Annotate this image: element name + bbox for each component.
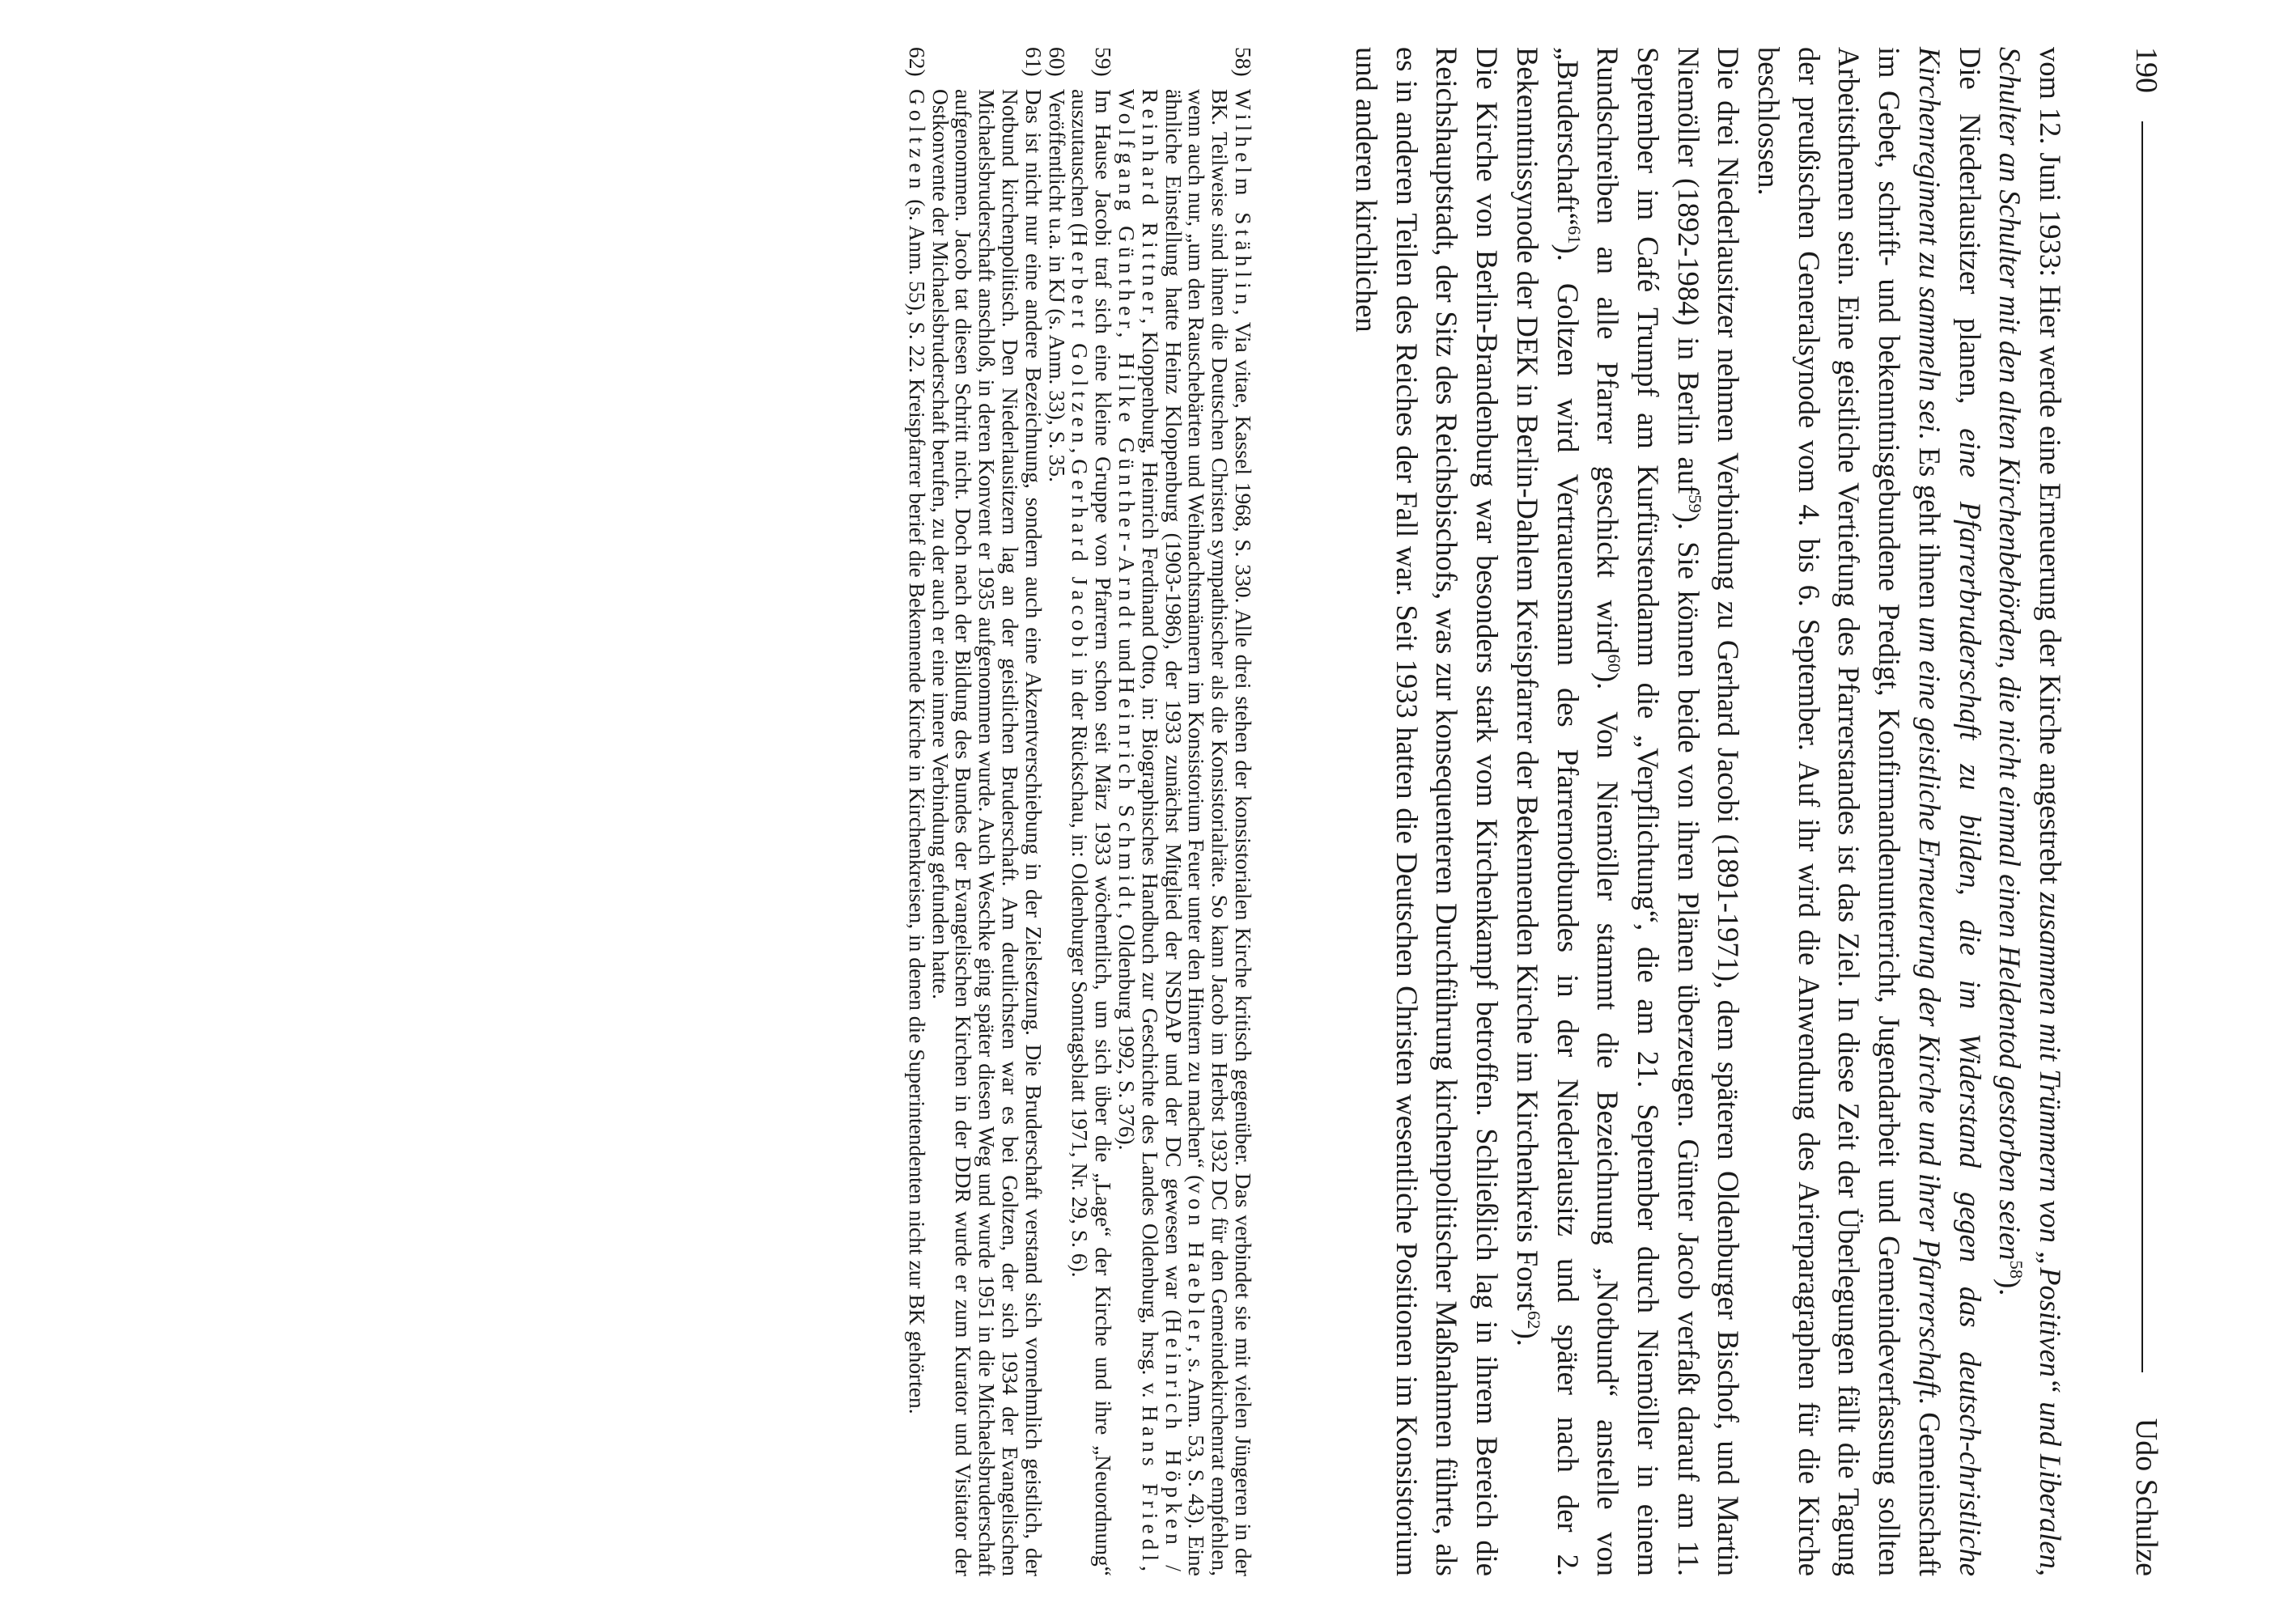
footnote-61: 61) Das ist nicht nur eine andere Bezeichnung, sondern auch eine Akzentverschiebung in der Zielsetzung. Die Bruderschaft verstand sich vornehmlich geistlich, der Notbund kirchenpolitisch. Den Niederlausitzern lag an der geistlichen Bruderschaft. Am deutlichsten war es bei Goltzen, der sich 1934 der Evangelischen Michaelsbruderschaft anschloß, in deren Konvent er 1935 aufgenommen wurde. Auch Weschke ging später diesen Weg und wurde 1951 in die Michaelsbruderschaft aufgenommen. Jacob tat diesen Schritt nicht. Doch nach der Bildung des Bundes der Evangelischen Kirchen in der DDR wurde er zum Kurator und Visitator der Ostkonvente der Michaelsbruderschaft berufen, zu der auch er eine innere Verbindung gefunden hatte. bbox=[927, 47, 1046, 1576]
header-rule bbox=[2141, 121, 2143, 1372]
footnote-58: 58) Wilhelm Stählin, Via vitae, Kassel 1968, S. 330. Alle drei stehen der konsistorialen Kirche kritisch gegenüber. Das verbindet sie mit vielen Jüngeren in der BK. Teilweise sind ihnen die Deutschen Christen sympathischer als die Konsistorialräte. So kann Jacob im Herbst 1932 DC für den Gemeindekirchenrat empfehlen, wenn auch nur, „um den Rauschebärten und Weihnachtsmännern im Konsistorium Feuer unter den Hintern zu machen“ (von Haebler, s. Anm. 53, S. 43). Eine ähnliche Einstellung hatte Heinz Kloppenburg (1903-1986), der 1933 zunächst Mitglied der NSDAP und der DC gewesen war (Heinrich Höpken / Reinhard Rittner, Kloppenburg, Heinrich Ferdinand Otto, in: Biographisches Handbuch zur Geschichte des Landes Oldenburg, hrsg. v. Hans Friedl, Wolfgang Günther, Hilke Günther-Arndt und Heinrich Schmidt, Oldenburg 1992, S. 376). bbox=[1114, 47, 1256, 1577]
footnote-62: 62) Goltzen (s. Anm. 55), S. 22. Kreispfarrer berief die Bekennende Kirche in Kirchenkreisen, in denen die Superintendenten nicht zur BK gehörten. bbox=[904, 47, 930, 1414]
footnote-number: 58) bbox=[1231, 47, 1256, 77]
rotated-book-page bbox=[126, 47, 2166, 1576]
footnote-ref-60: 60 bbox=[1604, 654, 1625, 673]
footnote-ref-61: 61 bbox=[1564, 225, 1585, 244]
footnote-number: 60) bbox=[1044, 47, 1070, 77]
footnote-60: 60) Veröffentlicht u.a. in KJ (s. Anm. 33), S. 35. bbox=[1044, 47, 1070, 483]
footnote-number: 61) bbox=[1021, 47, 1046, 77]
paragraph-2: Die Niederlausitzer planen, eine Pfarrerbruderschaft zu bilden, die im Widerstand gegen das deutsch-christliche Kirchenregiment zu sammeln sei. Es geht ihnen um eine geistliche Erneuerung der Kirche und ihrer Pfarrerschaft. Gemeinschaft im Gebet, schrift- und bekenntnisgebundene Predigt, Konfirmandenunterricht, Jugendarbeit und Gemeindeverfassung sollten Arbeitsthemen sein. Eine geistliche Vertiefung des Pfarrerstandes ist das Ziel. In diese Zeit der Überlegungen fällt die Tagung der preußischen Generalsynode vom 4. bis 6. September. Auf ihr wird die Anwendung des Arierparagraphen für die Kirche beschlossen. bbox=[1752, 47, 1987, 1576]
footnote-number: 62) bbox=[904, 47, 930, 77]
footnotes bbox=[905, 47, 1254, 1576]
running-header bbox=[2109, 47, 2166, 1576]
footnote-ref-58: 58 bbox=[2006, 1260, 2027, 1279]
paragraph-4: Die Kirche von Berlin-Brandenburg war besonders stark vom Kirchenkampf betroffen. Schließlich lag in ihrem Bereich die Reichshauptstadt, der Sitz des Reichsbischofs, was zur konsequenteren Durchführung kirchenpolitischer Maßnahmen führte, als es in anderen Teilen des Reiches der Fall war. Seit 1933 hatten die Deutschen Christen wesentliche Positionen im Konsistorium und anderen kirchlichen bbox=[1350, 47, 1505, 1576]
main-text bbox=[1346, 47, 2070, 1576]
paragraph-3: Die drei Niederlausitzer nehmen Verbindung zu Gerhard Jacobi (1891-1971), dem späteren Oldenburger Bischof, und Martin Niemöller (1892-1984) in Berlin auf$^{59}$). Sie können beide von ihren Plänen überzeugen. Günter Jacob verfaßt darauf am 11. September im Café Trumpf am Kurfürstendamm die „Verpflichtung“, die am 21. September durch Niemöller in einem Rundschreiben an alle Pfarrer geschickt wird$^{60}$). Von Niemöller stammt die Bezeichnung „Notbund“ anstelle von „Bruderschaft“$^{61}$). Goltzen wird Vertrauensmann des Pfarrernotbundes in der Niederlausitz und später nach der 2. Bekenntnissynode der DEK in Berlin-Dahlem Kreispfarrer der Bekennenden Kirche im Kirchenkreis Forst$^{62}$). bbox=[1510, 47, 1746, 1576]
footnote-ref-62: 62 bbox=[1524, 1310, 1545, 1329]
footnote-59: 59) Im Hause Jacobi traf sich eine kleine Gruppe von Pfarrern schon seit März 1933 wöchentlich, um sich über die „Lage“ der Kirche und ihre „Neuordnung“ auszutauschen (Herbert Goltzen, Gerhard Jacobi in der Rückschau, in: Oldenburger Sonntagsblatt 1971, Nr. 29, S. 6). bbox=[1067, 47, 1117, 1576]
page-number: 190 bbox=[2129, 47, 2163, 93]
footnote-number: 59) bbox=[1091, 47, 1117, 77]
footnote-ref-59: 59 bbox=[1684, 494, 1705, 513]
running-header-author: Udo Schulze bbox=[2129, 1418, 2163, 1576]
paragraph-1: vom 12. Juni 1933: Hier werde eine Erneuerung der Kirche angestrebt zusammen mit Trümmern von „Positiven“ und Liberalen, Schulter an Schulter mit den alten Kirchenbehörden, die nicht einmal einen Heldentod gestorben seien$^{58}$). bbox=[1993, 47, 2067, 1576]
